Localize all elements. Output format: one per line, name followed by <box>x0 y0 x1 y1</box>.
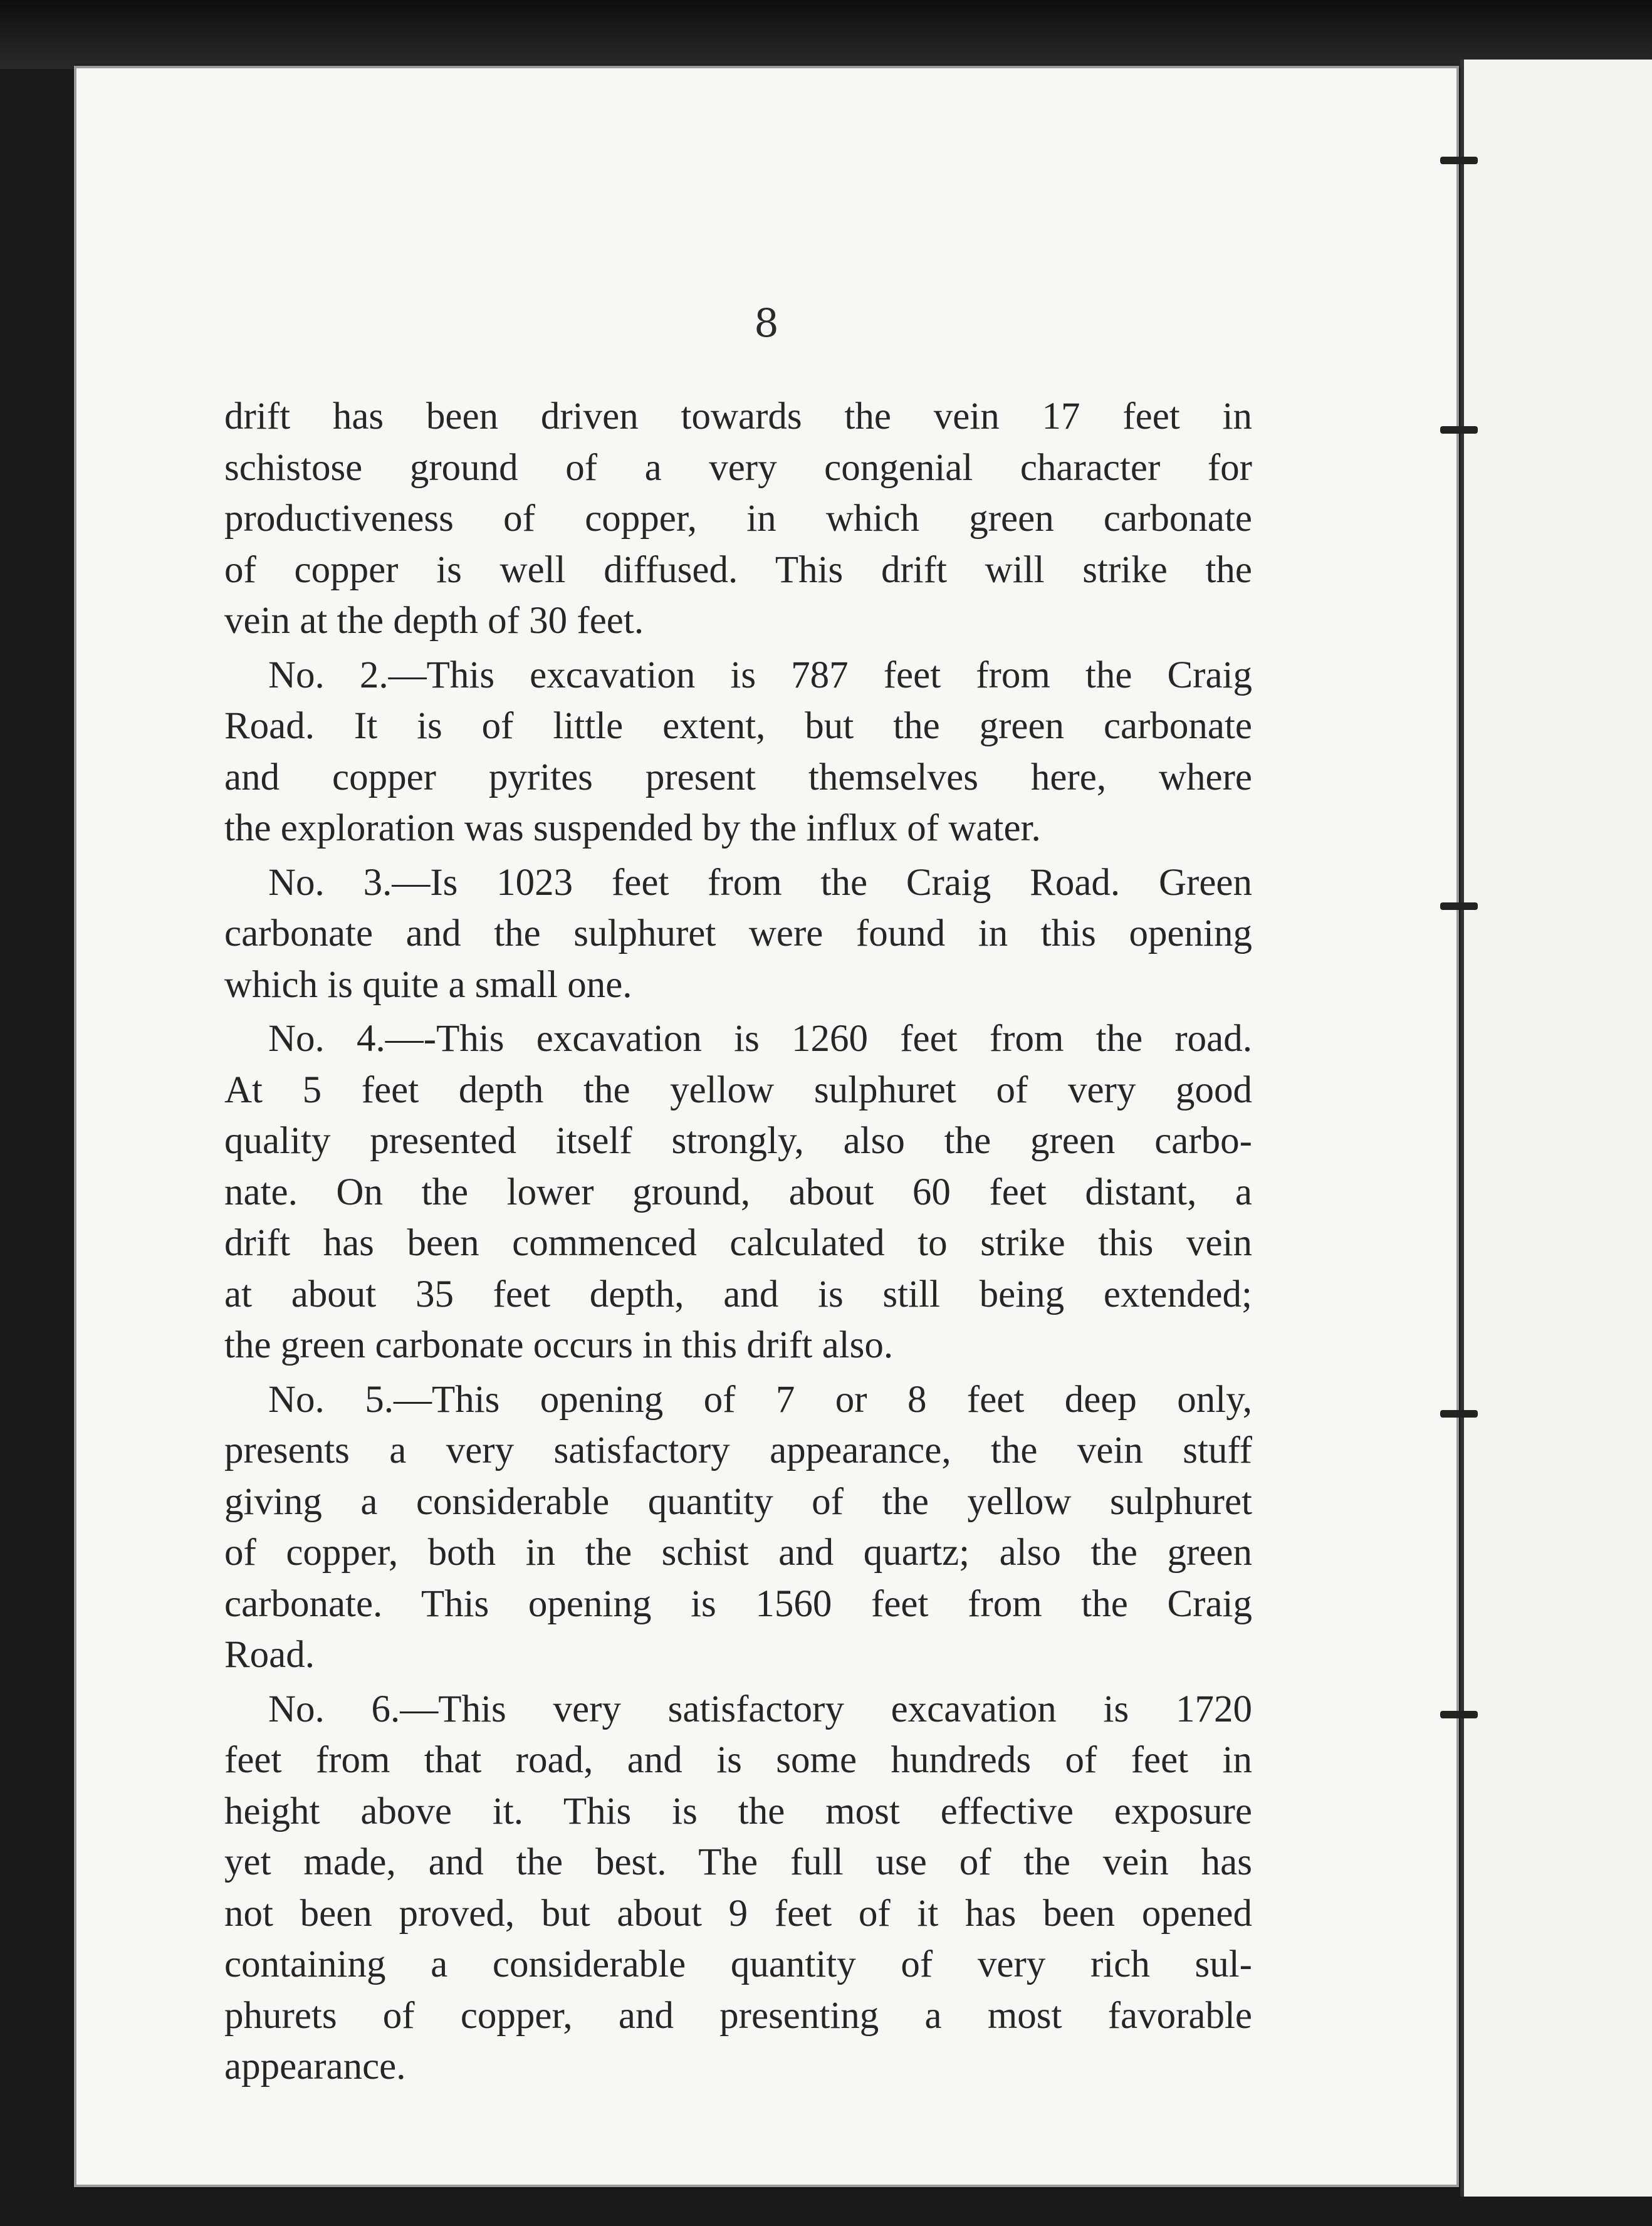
text-line: the green carbonate occurs in this drift also. <box>224 1324 894 1366</box>
text-line: not been proved, but about 9 feet of it has been opened <box>224 1892 1252 1935</box>
text-line: feet from that road, and is some hundreds of feet in <box>224 1739 1252 1781</box>
text-line: At 5 feet depth the yellow sulphuret of very good <box>224 1069 1252 1111</box>
text-line: No. 5.—This opening of 7 or 8 feet deep only, <box>268 1378 1252 1421</box>
paragraph <box>224 857 1252 1011</box>
paragraph <box>224 1374 1252 1681</box>
text-line: quality presented itself strongly, also the green carbo- <box>224 1120 1252 1162</box>
text-line: productiveness of copper, in which green carbonate <box>224 498 1252 540</box>
paragraph <box>224 650 1252 854</box>
book-page <box>74 66 1459 2187</box>
text-line: appearance. <box>224 2046 406 2088</box>
text-line: and copper pyrites present themselves here, where <box>224 756 1252 798</box>
page-number: 8 <box>754 300 779 346</box>
text-line: No. 3.—Is 1023 feet from the Craig Road. Green <box>268 861 1252 904</box>
text-line: carbonate and the sulphuret were found in this opening <box>224 912 1252 954</box>
text-line: carbonate. This opening is 1560 feet from the Craig <box>224 1582 1252 1625</box>
text-line: height above it. This is the most effective exposure <box>224 1790 1252 1832</box>
text-line: yet made, and the best. The full use of the vein has <box>224 1841 1252 1883</box>
adjacent-page-edge <box>1460 60 1652 2197</box>
binding-stitch <box>1440 157 1478 164</box>
text-line: phurets of copper, and presenting a most favorable <box>224 1994 1252 2037</box>
binding-stitch <box>1440 1410 1478 1418</box>
text-line: of copper is well diffused. This drift will strike the <box>224 548 1252 591</box>
text-line: which is quite a small one. <box>224 963 632 1006</box>
text-line: at about 35 feet depth, and is still being extended; <box>224 1273 1252 1315</box>
binding-stitch <box>1440 426 1478 434</box>
text-line: of copper, both in the schist and quartz; also the green <box>224 1532 1252 1574</box>
text-line: Road. <box>224 1634 315 1676</box>
text-line: No. 4.—-This excavation is 1260 feet from the road. <box>268 1018 1252 1060</box>
paragraph <box>224 391 1252 647</box>
page-body-text <box>224 391 1252 2096</box>
text-line: presents a very satisfactory appearance, the vein stuff <box>224 1429 1252 1471</box>
text-line: No. 2.—This excavation is 787 feet from the Craig <box>268 654 1252 696</box>
text-line: drift has been commenced calculated to strike this vein <box>224 1222 1252 1264</box>
text-line: No. 6.—This very satisfactory excavation is 1720 <box>268 1688 1252 1730</box>
paragraph <box>224 1684 1252 2093</box>
scan-background <box>0 0 1652 69</box>
paragraph <box>224 1013 1252 1371</box>
text-line: containing a considerable quantity of very rich sul- <box>224 1943 1252 1985</box>
binding-stitch <box>1440 902 1478 910</box>
text-line: drift has been driven towards the vein 17 feet in <box>224 395 1252 437</box>
text-line: vein at the depth of 30 feet. <box>224 600 644 642</box>
text-line: schistose ground of a very congenial character for <box>224 446 1252 489</box>
binding-stitch <box>1440 1711 1478 1718</box>
text-line: Road. It is of little extent, but the green carbonate <box>224 705 1252 747</box>
text-line: the exploration was suspended by the influx of water. <box>224 807 1041 849</box>
text-line: giving a considerable quantity of the yellow sulphuret <box>224 1480 1252 1523</box>
text-line: nate. On the lower ground, about 60 feet distant, a <box>224 1171 1252 1213</box>
